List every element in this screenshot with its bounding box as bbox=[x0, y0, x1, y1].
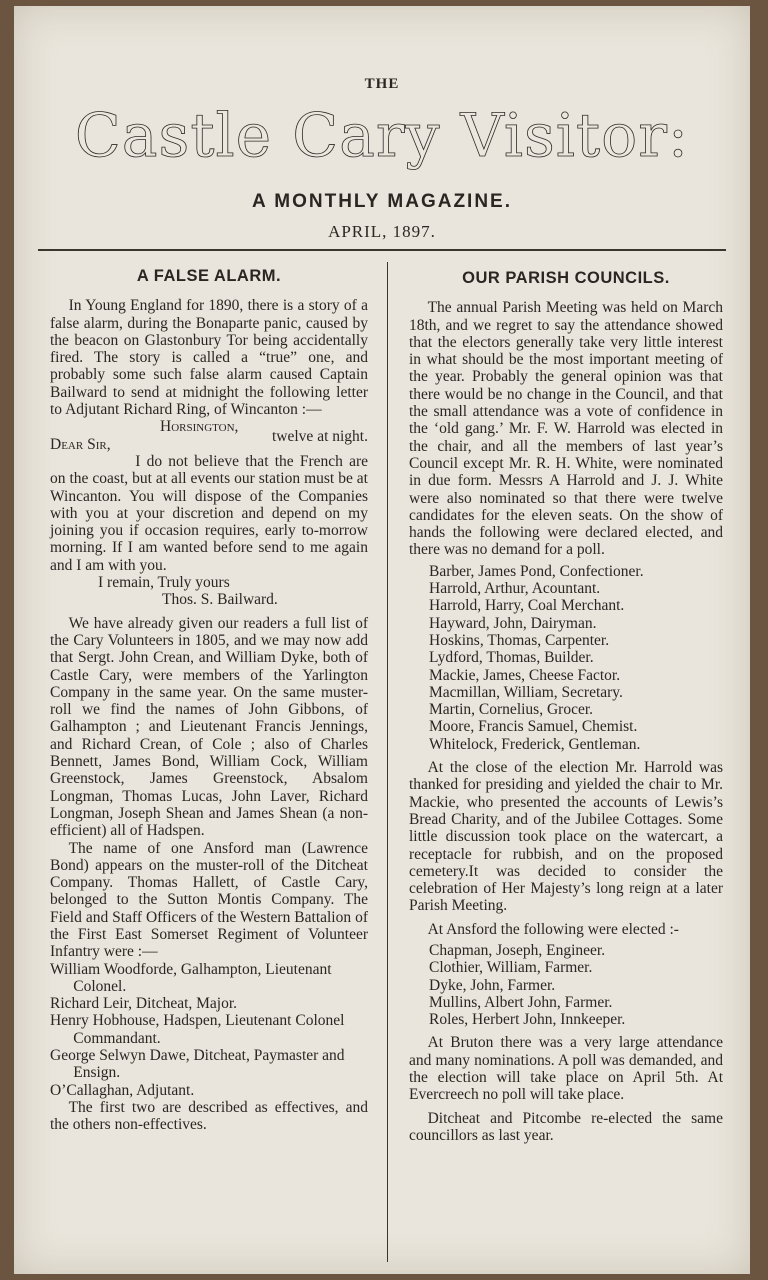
list-item: Whitelock, Frederick, Gentleman. bbox=[429, 735, 641, 753]
list-item: Chapman, Joseph, Engineer. bbox=[429, 941, 606, 959]
paragraph: At Bruton there was a very large attendance and many nominations. A poll was demanded, and the election will take place on April 5th. At Evercreech no poll will take place. bbox=[409, 1034, 723, 1104]
officer-item: Henry Hobhouse, Hadspen, Lieutenant Colonel Commandant. bbox=[50, 1012, 345, 1047]
list-item: Harrold, Harry, Coal Merchant. bbox=[429, 597, 625, 615]
elected-list bbox=[409, 563, 723, 753]
article-heading: A FALSE ALARM. bbox=[136, 267, 282, 285]
list-item: Martin, Cornelius, Grocer. bbox=[429, 701, 594, 719]
list-item: Harrold, Arthur, Acountant. bbox=[429, 580, 601, 598]
article-parish-councils bbox=[409, 270, 723, 1144]
masthead-the: THE bbox=[364, 76, 400, 92]
article-false-alarm bbox=[50, 268, 368, 1134]
list-item: Roles, Herbert John, Innkeeper. bbox=[429, 1011, 626, 1029]
letter-closing: I remain, Truly yours bbox=[98, 574, 230, 592]
list-item: Mullins, Albert John, Farmer. bbox=[429, 993, 613, 1011]
officer-item: George Selwyn Dawe, Ditcheat, Paymaster and Ensign. bbox=[50, 1047, 345, 1082]
list-item: Mackie, James, Cheese Factor. bbox=[429, 666, 621, 684]
magazine-page bbox=[14, 6, 750, 1274]
masthead-rule bbox=[38, 249, 726, 251]
list-item: Clothier, William, Farmer. bbox=[429, 959, 593, 977]
list-item: Dyke, John, Farmer. bbox=[429, 976, 556, 994]
column-divider bbox=[387, 262, 388, 1262]
paragraph: The annual Parish Meeting was held on March 18th, and we regret to say the attendance showed that the electors generally take very little interest in what should be the most important meeting of the year. Probably the general opinion was that there would be no change in the Council, and that the small attendance was a vote of confidence in the ‘old gang.’ Mr. F. W. Harrold was elected in the chair, and all the members of last year’s Council except Mr. R. H. White, were nominated in due form. Messrs A Harrold and J. J. White were also nominated so that there were twelve candidates for the eleven seats. On the show of hands the following were declared elected, and there was no demand for a poll. bbox=[409, 299, 723, 559]
paragraph: In Young England for 1890, there is a story of a false alarm, during the Bonaparte panic, caused by the beacon on Glastonbury Tor being accidentally fired. The story is called a “true” one, and probably some such false alarm caused Captain Bailward to send at midnight the following letter to Adjutant Richard Ring, of Wincanton :— bbox=[50, 297, 368, 419]
letter-signature: Thos. S. Bailward. bbox=[162, 591, 278, 609]
list-item: Hayward, John, Dairyman. bbox=[429, 614, 597, 632]
paragraph: At Ansford the following were elected :- bbox=[427, 920, 679, 938]
list-item: Moore, Francis Samuel, Chemist. bbox=[429, 718, 638, 736]
list-item: Hoskins, Thomas, Carpenter. bbox=[429, 631, 610, 649]
paragraph: The first two are described as effectives, and the others non-effectives. bbox=[50, 1098, 368, 1134]
list-item: Barber, James Pond, Confectioner. bbox=[429, 562, 644, 580]
officer-item: O’Callaghan, Adjutant. bbox=[50, 1081, 195, 1099]
letter-salutation: Dear Sir, bbox=[50, 435, 111, 453]
paragraph: Ditcheat and Pitcombe re-elected the same councillors as last year. bbox=[409, 1109, 723, 1144]
ansford-list bbox=[409, 942, 723, 1028]
officer-item: William Woodforde, Galhampton, Lieutenant Colonel. bbox=[50, 960, 332, 995]
issue-date: APRIL, 1897. bbox=[328, 222, 436, 241]
list-item: Macmillan, William, Secretary. bbox=[429, 683, 623, 701]
letter-time: twelve at night. bbox=[272, 427, 368, 445]
magazine-title: Castle Cary Visitor: bbox=[74, 101, 690, 171]
paragraph: At the close of the election Mr. Harrold was thanked for presiding and yielded the chair to Mr. Mackie, who presented the accounts of Lewis’s Bread Charity, and of the Jubilee Cottages. Some little discussion took place on the watercart, a receptacle for rubbish, and on the proposed cemetery.It was decided to consider the celebration of Her Majesty’s long reign at a later Parish Meeting. bbox=[409, 759, 723, 915]
article-heading: OUR PARISH COUNCILS. bbox=[462, 269, 670, 287]
officer-item: Richard Leir, Ditcheat, Major. bbox=[50, 995, 238, 1013]
letter-place: Horsington, bbox=[160, 418, 239, 436]
paragraph: We have already given our readers a full list of the Cary Volunteers in 1805, and we may now add that Sergt. John Crean, and William Dyke, both of Castle Cary, were members of the Yarlington Company in the same year. On the same muster-roll we find the names of John Gibbons, of Galhampton ; and Lieutenant Francis Jennings, and Richard Crean, of Cole ; also of Charles Bennett, James Bond, William Cock, William Greenstock, James Greenstock, Absalom Longman, Thomas Lucas, John Laver, Richard Longman, Joseph Shean and James Shean (a non-efficient) all of Hadspen. bbox=[50, 614, 368, 840]
letter-body: I do not believe that the French are on the coast, but at all events our station must be at Wincanton. You will dispose of the Companies with you at your discretion and depend on my joining you if occasion requires, early to-morrow morning. If I am wanted before send to me again and I am with you. bbox=[50, 452, 368, 574]
magazine-subtitle: A MONTHLY MAGAZINE. bbox=[251, 191, 513, 212]
paragraph: The name of one Ansford man (Lawrence Bond) appears on the muster-roll of the Ditcheat Company. Thomas Hallett, of Castle Cary, belonged to the Sutton Montis Company. The Field and Staff Officers of the Western Battalion of the First East Somerset Regiment of Volunteer Infantry were :— bbox=[50, 839, 368, 961]
list-item: Lydford, Thomas, Builder. bbox=[429, 649, 594, 667]
